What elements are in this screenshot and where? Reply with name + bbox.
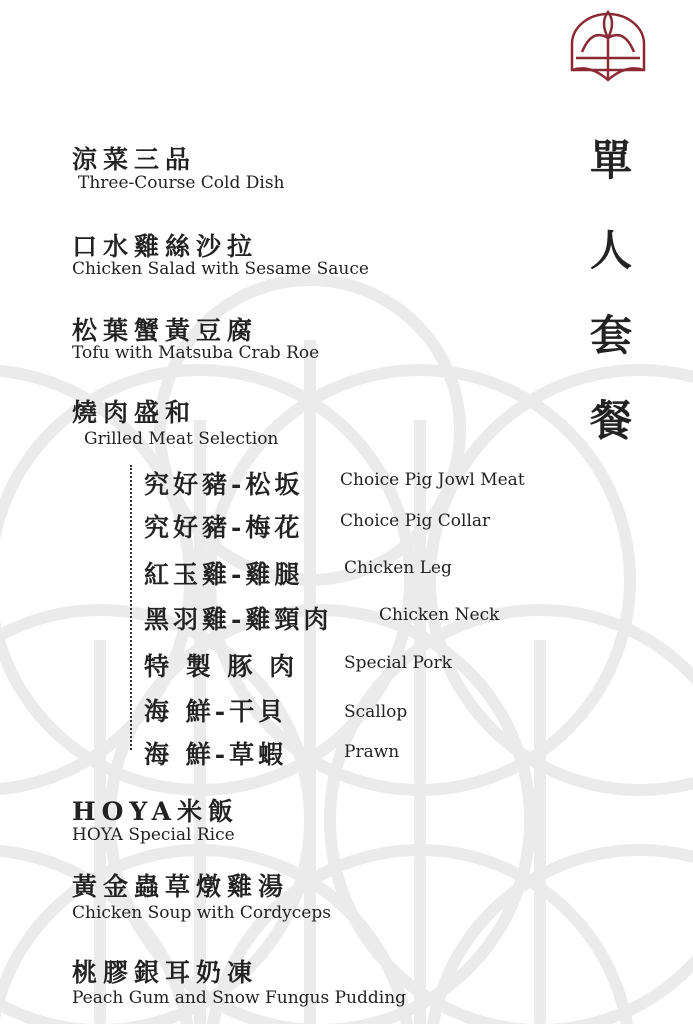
grill-item-en: Choice Pig Jowl Meat <box>340 470 525 490</box>
menu-item-zh: 涼菜三品 <box>72 145 197 174</box>
arch-petal-logo-icon <box>562 8 654 90</box>
grill-item-en: Chicken Leg <box>344 558 452 578</box>
menu-item-en: Chicken Salad with Sesame Sauce <box>72 259 369 279</box>
title-char-4: 餐 <box>589 396 632 445</box>
grill-item-zh: 紅玉雞-雞腿 <box>144 560 304 589</box>
menu-item-en: Peach Gum and Snow Fungus Pudding <box>72 988 407 1008</box>
menu-item-zh: 口水雞絲沙拉 <box>72 232 259 261</box>
menu-item-en: Grilled Meat Selection <box>84 429 279 449</box>
menu-item-zh: HOYA米飯 <box>72 797 240 826</box>
menu-item-en: Chicken Soup with Cordyceps <box>72 903 331 923</box>
grill-item-zh: 黑羽雞-雞頸肉 <box>144 605 333 634</box>
title-char-1: 單 <box>589 136 632 185</box>
title-char-2: 人 <box>589 226 632 275</box>
grill-item-zh: 究好豬-梅花 <box>144 513 304 542</box>
grill-divider <box>130 465 132 750</box>
grill-item-zh: 海 鮮-干貝 <box>144 697 288 726</box>
menu-item-zh: 松葉蟹黃豆腐 <box>72 316 259 345</box>
menu-item-zh: 桃膠銀耳奶凍 <box>72 958 259 987</box>
menu-item-en: Three-Course Cold Dish <box>78 173 285 193</box>
grill-item-en: Chicken Neck <box>379 605 500 625</box>
menu-item-zh: 黃金蟲草燉雞湯 <box>72 872 290 901</box>
grill-item-zh: 究好豬-松坂 <box>144 470 304 499</box>
title-char-3: 套 <box>589 311 632 360</box>
menu-item-en: Tofu with Matsuba Crab Roe <box>72 343 320 363</box>
menu-item-en: HOYA Special Rice <box>72 825 235 845</box>
grill-item-en: Choice Pig Collar <box>340 511 491 531</box>
grill-item-zh: 特 製 豚 肉 <box>144 652 299 681</box>
grill-item-zh: 海 鮮-草蝦 <box>144 740 288 769</box>
grill-item-en: Scallop <box>344 702 408 722</box>
menu-item-zh: 燒肉盛和 <box>72 398 197 427</box>
grill-item-en: Prawn <box>344 742 400 762</box>
grill-item-en: Special Pork <box>344 653 452 673</box>
